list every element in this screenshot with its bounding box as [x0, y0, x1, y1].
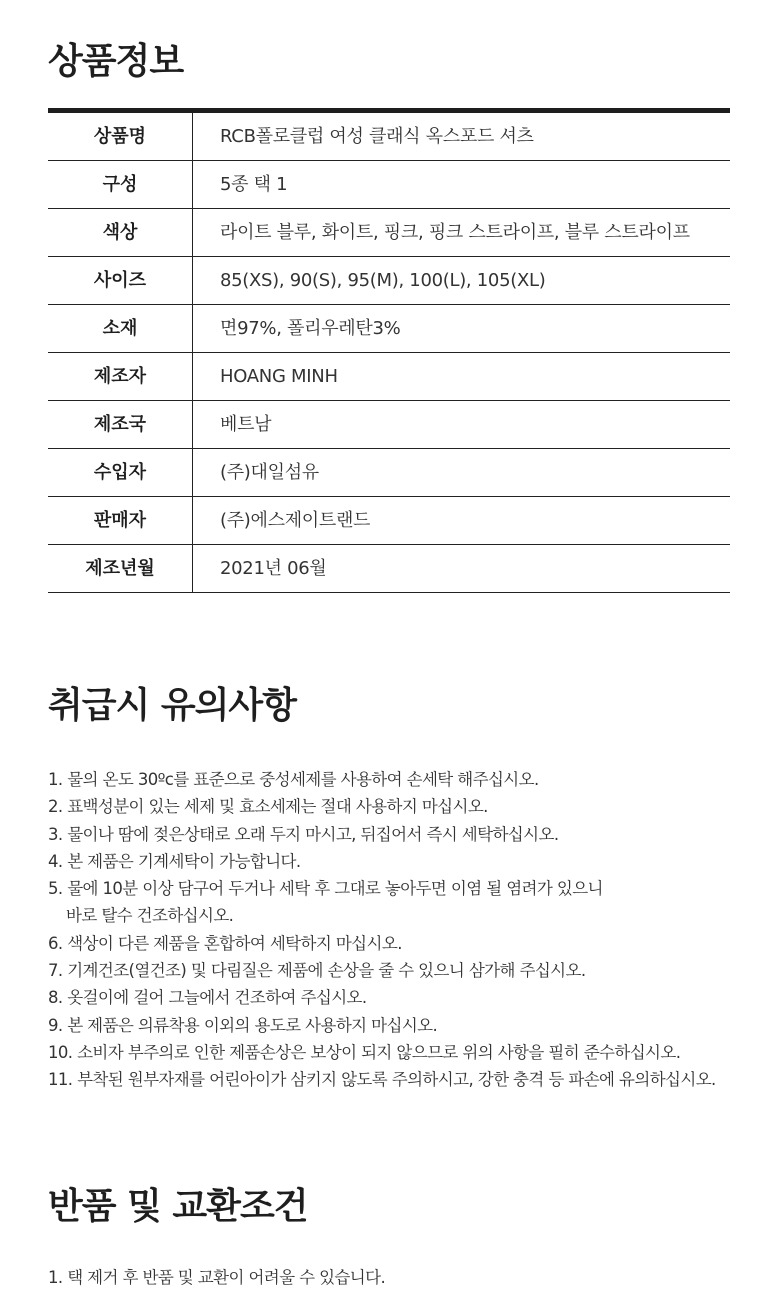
row-value: 5종 택 1	[193, 161, 731, 209]
list-item-text: 1. 물의 온도 30ºc를 표준으로 중성세제를 사용하여 손세탁 해주십시오.	[48, 770, 539, 789]
table-row	[48, 161, 730, 209]
list-item	[48, 848, 748, 875]
row-label: 상품명	[48, 111, 193, 161]
list-item-text: 6. 색상이 다른 제품을 혼합하여 세탁하지 마십시오.	[48, 933, 402, 953]
list-item-continuation: 바로 탈수 건조하십시오.	[66, 906, 234, 926]
list-item-text: 8. 옷걸이에 걸어 그늘에서 건조하여 주십시오.	[48, 988, 367, 1008]
list-item-text: 11. 부착된 원부자재를 어린아이가 삼키지 않도록 주의하시고, 강한 충격 등 파손에 유의하십시오.	[48, 1070, 716, 1090]
row-label: 색상	[48, 209, 193, 257]
row-label: 구성	[48, 161, 193, 209]
row-label: 제조국	[48, 401, 193, 449]
list-item	[48, 1264, 385, 1291]
list-item-text: 7. 기계건조(열건조) 및 다림질은 제품에 손상을 줄 수 있으니 삼가해 주십시오.	[48, 961, 586, 981]
table-row	[48, 401, 730, 449]
list-item-text: 4. 본 제품은 기계세탁이 가능합니다.	[48, 851, 301, 871]
row-label: 판매자	[48, 497, 193, 545]
list-item-text: 2. 표백성분이 있는 세제 및 효소세제는 절대 사용하지 마십시오.	[48, 797, 488, 817]
list-item-text: 5. 물에 10분 이상 담구어 두거나 세탁 후 그대로 놓아두면 이염 될 염려가 있으니	[48, 879, 603, 899]
list-item	[48, 984, 748, 1011]
list-item	[48, 821, 748, 848]
list-item	[48, 1012, 748, 1039]
row-value: (주)대일섬유	[193, 449, 731, 497]
table-row	[48, 305, 730, 353]
table-row	[48, 111, 730, 161]
row-value: 85(XS), 90(S), 95(M), 100(L), 105(XL)	[193, 257, 731, 305]
row-label: 제조년월	[48, 545, 193, 593]
row-label: 제조자	[48, 353, 193, 401]
list-item	[48, 793, 748, 820]
list-item	[48, 930, 748, 957]
row-label: 사이즈	[48, 257, 193, 305]
table-row	[48, 497, 730, 545]
care-instructions-list	[48, 766, 748, 1094]
table-row	[48, 545, 730, 593]
table-row	[48, 353, 730, 401]
row-value: 라이트 블루, 화이트, 핑크, 핑크 스트라이프, 블루 스트라이프	[193, 209, 731, 257]
row-value: 면97%, 폴리우레탄3%	[193, 305, 731, 353]
list-item-text: 1. 택 제거 후 반품 및 교환이 어려울 수 있습니다.	[48, 1268, 386, 1287]
table-row	[48, 209, 730, 257]
row-value: 2021년 06월	[193, 545, 731, 593]
row-label: 소재	[48, 305, 193, 353]
care-instructions-title: 취급시 유의사항	[48, 685, 296, 726]
list-item	[48, 875, 748, 930]
table-row	[48, 257, 730, 305]
product-info-table	[48, 108, 730, 593]
list-item-text: 3. 물이나 땀에 젖은상태로 오래 두지 마시고, 뒤집어서 즉시 세탁하십시오.	[48, 824, 559, 844]
list-item	[48, 1039, 748, 1066]
list-item-text: 9. 본 제품은 의류착용 이외의 용도로 사용하지 마십시오.	[48, 1015, 438, 1035]
return-exchange-title: 반품 및 교환조건	[48, 1186, 308, 1227]
product-info-title: 상품정보	[48, 41, 184, 82]
return-exchange-list	[48, 1264, 385, 1291]
list-item	[48, 957, 748, 984]
row-value: (주)에스제이트랜드	[193, 497, 731, 545]
list-item	[48, 766, 748, 793]
list-item	[48, 1066, 748, 1093]
row-value: RCB폴로클럽 여성 클래식 옥스포드 셔츠	[193, 111, 731, 161]
table-row	[48, 449, 730, 497]
row-value: HOANG MINH	[193, 353, 731, 401]
row-label: 수입자	[48, 449, 193, 497]
list-item-text: 10. 소비자 부주의로 인한 제품손상은 보상이 되지 않으므로 위의 사항을 필히 준수하십시오.	[48, 1042, 681, 1062]
row-value: 베트남	[193, 401, 731, 449]
